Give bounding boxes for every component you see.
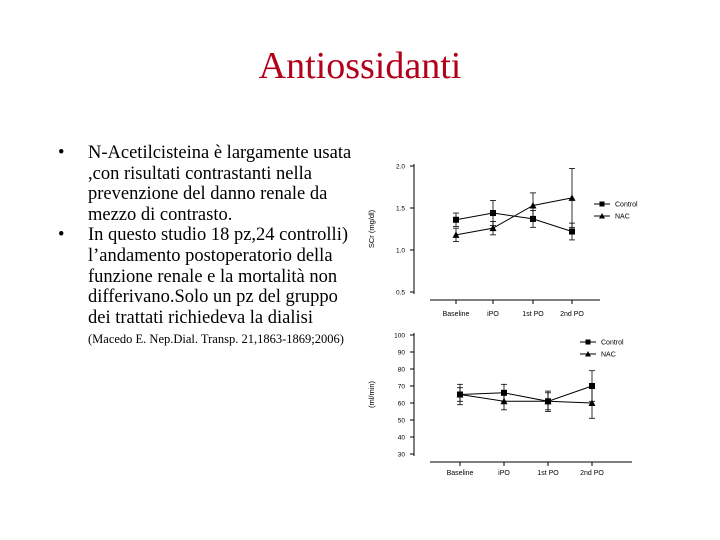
data-point	[545, 398, 551, 404]
x-tick-label: 2nd PO	[580, 470, 604, 477]
x-tick-label: iPO	[498, 470, 510, 477]
data-point	[501, 390, 507, 396]
data-point	[545, 398, 552, 405]
data-point	[589, 400, 596, 407]
y-tick-label: 0.5	[395, 289, 405, 297]
bullet-marker: •	[58, 143, 65, 163]
data-point	[530, 216, 536, 222]
y-tick-label: 60	[397, 400, 405, 408]
data-point	[453, 217, 459, 223]
y-tick-label: 70	[397, 383, 405, 391]
x-tick-label: Baseline	[446, 470, 474, 477]
x-tick-label: Baseline	[442, 311, 470, 318]
x-tick-label: 1st PO	[537, 470, 559, 477]
data-point	[490, 210, 496, 216]
legend-label: NAC	[601, 351, 616, 359]
y-tick-label: 50	[397, 417, 405, 425]
x-tick-label: iPO	[487, 311, 499, 318]
bullet-text: In questo studio 18 pz,24 controlli) l’andamento postoperatorio della funzione renale e la mortalità non differivano.Solo un pz del gruppo dei trattati richiedeva la dialisi	[88, 225, 348, 328]
series-nac	[453, 169, 630, 242]
legend-label: NAC	[615, 213, 630, 221]
slide-title: Antiossidanti	[258, 45, 462, 87]
y-tick-label: 30	[397, 451, 405, 459]
legend-marker	[600, 202, 605, 207]
y-tick-label: 80	[397, 366, 405, 374]
y-tick-label: 90	[397, 349, 405, 357]
y-tick-label: 100	[394, 332, 405, 340]
bullet-marker: •	[58, 225, 65, 246]
series-line	[456, 198, 572, 235]
chart-1	[367, 164, 638, 319]
citation: (Macedo E. Nep.Dial. Transp. 21,1863-1869;2006)	[88, 332, 344, 347]
y-axis-label: SCr (mg/dl)	[367, 209, 376, 249]
series-control	[457, 340, 624, 412]
legend-marker	[599, 213, 605, 219]
x-tick-label: 1st PO	[522, 311, 544, 318]
x-tick-label: 2nd PO	[560, 311, 584, 318]
bullet-list	[58, 143, 358, 350]
series-line	[460, 395, 592, 404]
y-tick-label: 2.0	[395, 163, 405, 171]
y-tick-label: 1.5	[395, 205, 405, 213]
series-line	[456, 213, 572, 231]
bullet-item	[58, 225, 358, 350]
legend-label: Control	[601, 339, 624, 347]
data-point	[530, 202, 537, 209]
data-point	[501, 398, 508, 405]
data-point	[490, 225, 497, 232]
y-tick-label: 40	[397, 434, 405, 442]
legend-marker	[585, 351, 591, 357]
series-line	[460, 386, 592, 401]
legend-marker	[586, 340, 591, 345]
data-point	[457, 392, 463, 398]
data-point	[569, 229, 575, 235]
data-point	[453, 231, 460, 238]
bullet-text: N-Acetilcisteina è largamente usata ,con risultati contrastanti nella prevenzione del danno renale da mezzo di contrasto.	[88, 143, 352, 225]
data-point	[569, 194, 576, 201]
chart-2	[367, 333, 632, 478]
y-axis-label: (ml/min)	[367, 380, 376, 409]
data-point	[457, 391, 464, 398]
data-point	[589, 383, 595, 389]
series-nac	[457, 351, 616, 418]
y-tick-label: 1.0	[395, 247, 405, 255]
legend-label: Control	[615, 201, 638, 209]
bullet-item	[58, 143, 358, 225]
series-control	[453, 200, 638, 239]
